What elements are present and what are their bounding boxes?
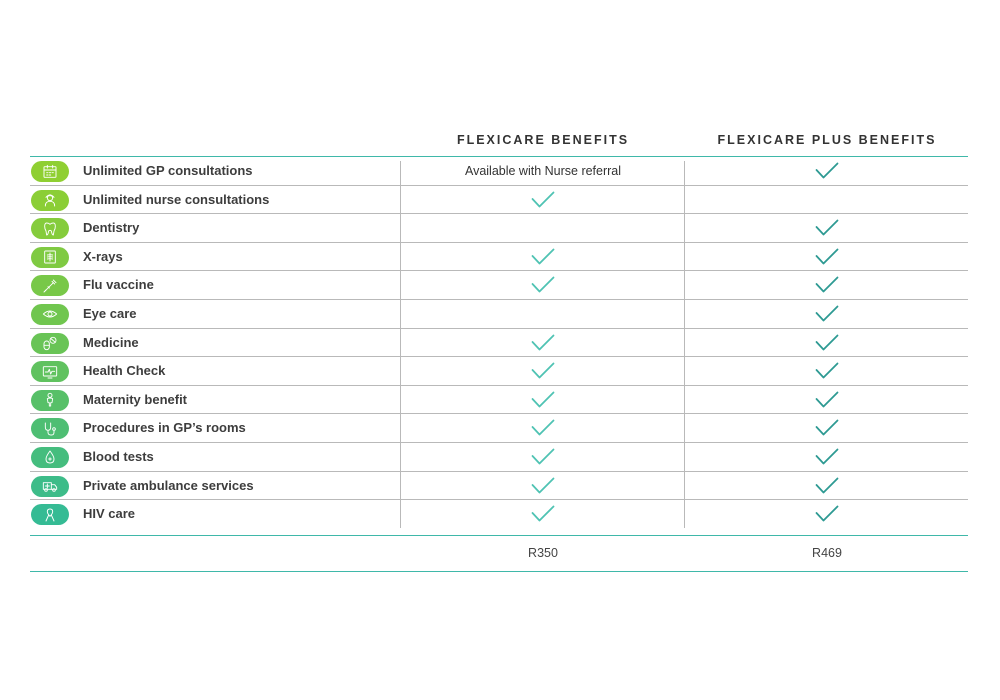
- checkmark-icon: [531, 362, 555, 380]
- cell-flexicare: [402, 243, 684, 271]
- cell-flexicare-plus: [685, 300, 968, 328]
- table-row: [30, 443, 968, 472]
- ribbon-icon: [31, 504, 69, 525]
- nurse-icon: [31, 190, 69, 211]
- cell-flexicare: [402, 157, 684, 185]
- table-row: [30, 329, 968, 358]
- benefit-label-flu-vaccine: Flu vaccine: [83, 277, 154, 293]
- checkmark-icon: [815, 505, 839, 523]
- column-header-flexicare: FLEXICARE BENEFITS: [456, 133, 630, 147]
- checkmark-icon: [531, 276, 555, 294]
- checkmark-icon: [815, 162, 839, 180]
- checkmark-icon: [815, 276, 839, 294]
- cell-flexicare: [402, 214, 684, 242]
- price-flexicare: R350: [528, 546, 558, 560]
- cell-flexicare: [402, 186, 684, 214]
- price-divider-bottom: [30, 571, 968, 572]
- calendar-icon: [31, 161, 69, 182]
- cell-flexicare: [402, 329, 684, 357]
- checkmark-icon: [815, 391, 839, 409]
- table-row: [30, 300, 968, 329]
- cell-flexicare: [402, 300, 684, 328]
- table-row: [30, 157, 968, 186]
- benefit-label-maternity-benefit: Maternity benefit: [83, 391, 188, 407]
- column-header-flexicare-plus: FLEXICARE PLUS BENEFITS: [717, 133, 937, 147]
- cell-flexicare-plus: [685, 214, 968, 242]
- benefit-label-hiv-care: HIV care: [83, 506, 136, 522]
- checkmark-icon: [815, 248, 839, 266]
- cell-flexicare: [402, 500, 684, 528]
- table-row: [30, 500, 968, 529]
- cell-flexicare: [402, 271, 684, 299]
- cell-flexicare-plus: [685, 414, 968, 442]
- checkmark-icon: [815, 477, 839, 495]
- table-row: [30, 271, 968, 300]
- pills-icon: [31, 333, 69, 354]
- cell-flexicare-plus: [685, 357, 968, 385]
- benefits-table: [30, 157, 968, 529]
- cell-flexicare-plus: [685, 472, 968, 500]
- cell-flexicare-plus: [685, 329, 968, 357]
- cell-flexicare-plus: [685, 157, 968, 185]
- checkmark-icon: [815, 448, 839, 466]
- checkmark-icon: [815, 362, 839, 380]
- checkmark-icon: [531, 448, 555, 466]
- table-row: [30, 472, 968, 501]
- checkmark-icon: [815, 419, 839, 437]
- blood-drop-icon: [31, 447, 69, 468]
- stethoscope-icon: [31, 418, 69, 439]
- checkmark-icon: [531, 505, 555, 523]
- cell-flexicare: [402, 472, 684, 500]
- cell-flexicare-plus: [685, 243, 968, 271]
- syringe-icon: [31, 275, 69, 296]
- cell-flexicare: [402, 357, 684, 385]
- baby-icon: [31, 390, 69, 411]
- table-row: [30, 243, 968, 272]
- eye-icon: [31, 304, 69, 325]
- price-flexicare-plus: R469: [812, 546, 842, 560]
- benefit-label-unlimited-gp-consultations: Unlimited GP consultations: [83, 163, 253, 178]
- checkmark-icon: [531, 334, 555, 352]
- ambulance-icon: [31, 476, 69, 497]
- benefit-label-health-check: Health Check: [83, 363, 166, 379]
- column-divider-flexicare: [400, 161, 401, 528]
- checkmark-icon: [815, 334, 839, 352]
- table-row: [30, 386, 968, 415]
- checkmark-icon: [531, 477, 555, 495]
- benefit-label-private-ambulance-services: Private ambulance services: [83, 477, 254, 493]
- checkmark-icon: [815, 219, 839, 237]
- cell-flexicare-plus: [685, 386, 968, 414]
- cell-flexicare-plus: [685, 271, 968, 299]
- cell-text: Available with Nurse referral: [464, 164, 622, 178]
- benefit-label-procedures-in-gp-s-rooms: Procedures in GP’s rooms: [83, 420, 246, 436]
- price-divider-top: [30, 535, 968, 536]
- checkmark-icon: [531, 248, 555, 266]
- column-divider-flexicare-plus: [684, 161, 685, 528]
- checkmark-icon: [531, 191, 555, 209]
- checkmark-icon: [531, 419, 555, 437]
- tooth-icon: [31, 218, 69, 239]
- benefit-label-eye-care: Eye care: [83, 305, 137, 321]
- checkmark-icon: [531, 391, 555, 409]
- benefit-label-x-rays: X-rays: [83, 248, 123, 264]
- checkmark-icon: [815, 305, 839, 323]
- cell-flexicare: [402, 443, 684, 471]
- cell-flexicare: [402, 386, 684, 414]
- benefit-label-dentistry: Dentistry: [83, 220, 140, 236]
- xray-icon: [31, 247, 69, 268]
- table-row: [30, 214, 968, 243]
- table-row: [30, 414, 968, 443]
- benefit-label-medicine: Medicine: [83, 334, 139, 350]
- table-row: [30, 186, 968, 215]
- cell-flexicare-plus: [685, 443, 968, 471]
- cell-flexicare: [402, 414, 684, 442]
- cell-flexicare-plus: [685, 186, 968, 214]
- table-row: [30, 357, 968, 386]
- monitor-icon: [31, 361, 69, 382]
- benefit-label-blood-tests: Blood tests: [83, 448, 154, 464]
- benefit-label-unlimited-nurse-consultations: Unlimited nurse consultations: [83, 191, 270, 207]
- cell-flexicare-plus: [685, 500, 968, 528]
